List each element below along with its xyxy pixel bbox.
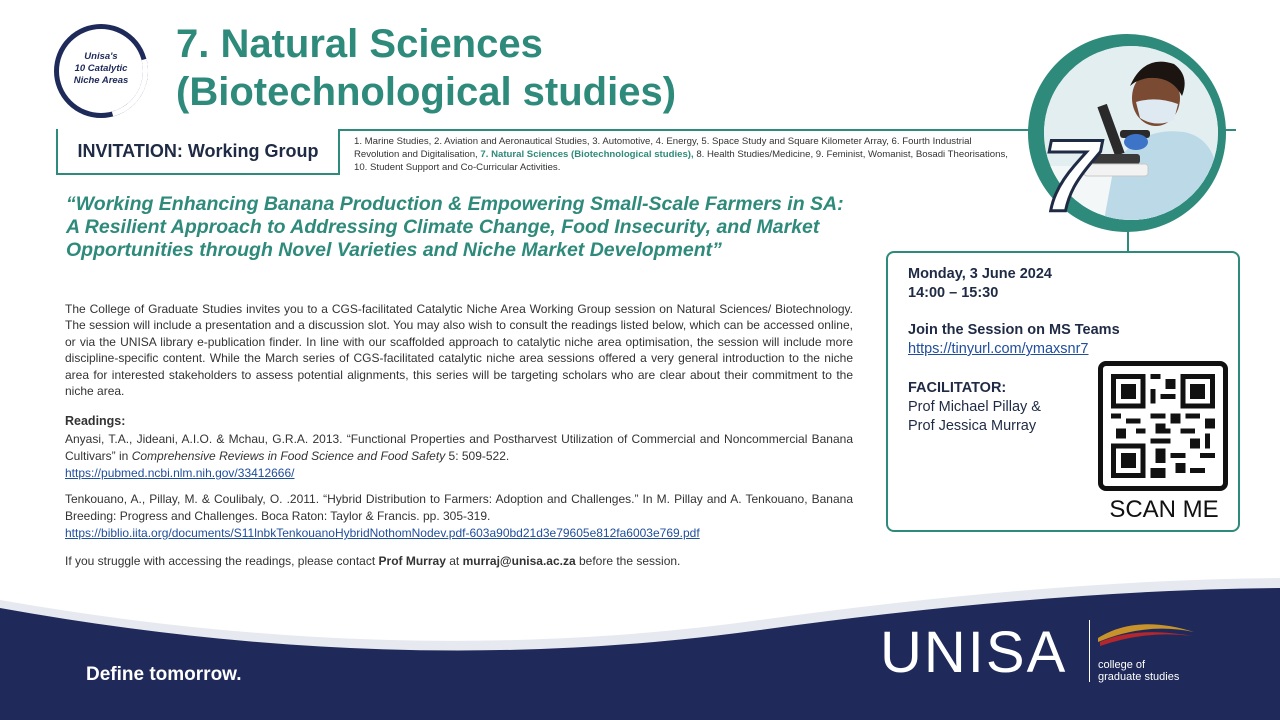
reading-1 — [65, 431, 853, 482]
session-topic: “Working Enhancing Banana Production & Empowering Small-Scale Farmers in SA: A Resilient Approach to Addressing Climate Change, Food Insecurity, and Market Opportunities through Novel Varieties and Niche Market Development” — [66, 193, 844, 261]
footer-tagline: Define tomorrow. — [86, 664, 242, 685]
title-line-1: 7. Natural Sciences — [176, 22, 543, 66]
connector-line — [1127, 228, 1129, 252]
reading-1-tail: 5: 509-522. — [445, 449, 510, 463]
reading-1-journal: Comprehensive Reviews in Food Science and Food Safety — [131, 449, 446, 463]
niche-number: 7 — [1042, 119, 1099, 233]
reading-2-link[interactable]: https://biblio.iita.org/documents/S11lnbkTenkouanoHybridNothomNodev.pdf-603a90bd21d3e79605e812fa6003e769.pdf — [65, 526, 700, 540]
footer-wave — [0, 560, 1280, 720]
qr-code-pattern — [1111, 374, 1215, 478]
facilitator-1: Prof Michael Pillay & — [908, 399, 1041, 415]
contact-mid: at — [445, 554, 463, 568]
unisa-swoosh-icon — [1096, 618, 1196, 648]
logo-text — [59, 51, 143, 87]
niche-areas-logo — [54, 24, 148, 118]
join-label: Join the Session on MS Teams — [908, 322, 1120, 338]
contact-name: Prof Murray — [378, 554, 446, 568]
contact-email[interactable]: murraj@unisa.ac.za — [462, 554, 576, 568]
contact-post: before the session. — [575, 554, 681, 568]
reading-2 — [65, 491, 853, 542]
college-line-2: graduate studies — [1098, 671, 1180, 683]
reading-2-text: Tenkouano, A., Pillay, M. & Coulibaly, O. .2011. “Hybrid Distribution to Farmers: Adoption and Challenges.” In M. Pillay and A. Tenkouano, Banana Breeding: Progress and Challenges. Boca Raton: Taylor & Francis. pp. 305-319. — [65, 492, 853, 523]
event-details-box — [886, 251, 1240, 532]
unisa-wordmark: UNISA — [880, 620, 1068, 685]
contact-pre: If you struggle with accessing the readings, please contact — [65, 554, 379, 568]
invitation-body: The College of Graduate Studies invites you to a CGS-facilitated Catalytic Niche Area Working Group session on Natural Sciences/ Biotechnology. The session will include a presentation and a discussion slot. You may also wish to consult the readings listed below, which can be accessed online, or via the UNISA library e-publication finder. In line with our scaffolded approach to catalytic niche area optimisation, the session will include more discipline-specific content. While the March series of CGS-facilitated catalytic niche area sessions offered a very general introduction to the niche area for interested stakeholders to assess potential alignments, this series will be targeting scholars who are clear about their commitment to the niche area. — [65, 302, 853, 399]
logo-line-2: 10 Catalytic — [74, 63, 128, 74]
scan-me-label: SCAN ME — [1109, 496, 1219, 523]
title-line-2: (Biotechnological studies) — [176, 70, 677, 114]
qr-code[interactable] — [1098, 361, 1228, 491]
brand-divider — [1089, 620, 1090, 682]
logo-line-3: Niche Areas — [73, 75, 129, 86]
page-title — [176, 20, 876, 116]
college-line-1: college of — [1098, 659, 1146, 671]
reading-1-text: Anyasi, T.A., Jideani, A.I.O. & Mchau, G.R.A. 2013. “Functional Properties and Postharvest Utilization of Commercial and Noncommercial Banana Cultivars” in — [65, 432, 853, 463]
niche-list-before: 1. Marine Studies, 2. Aviation and Aeronautical Studies, 3. Automotive, 4. Energy, 5. Space Study and Square Kilometer Array, 6. Fourth Industrial Revolution and Digitalisation, — [354, 136, 972, 160]
facilitator-label: FACILITATOR: — [908, 380, 1007, 396]
event-time: 14:00 – 15:30 — [908, 285, 999, 301]
niche-list-highlight: 7. Natural Sciences (Biotechnological studies), — [480, 149, 694, 160]
logo-line-1: Unisa's — [84, 51, 118, 62]
readings-heading: Readings: — [65, 414, 126, 428]
reading-1-link[interactable]: https://pubmed.ncbi.nlm.nih.gov/33412666/ — [65, 466, 295, 480]
niche-list-after: 8. Health Studies/Medicine, 9. Feminist, Womanist, Bosadi Theorisations, 10. Student Support and Co-Curricular Activities. — [354, 149, 1008, 173]
event-date: Monday, 3 June 2024 — [908, 266, 1052, 282]
invitation-label: INVITATION: Working Group — [56, 129, 340, 175]
college-name — [1098, 659, 1179, 683]
facilitator-2: Prof Jessica Murray — [908, 418, 1037, 434]
join-link[interactable]: https://tinyurl.com/ymaxsnr7 — [908, 341, 1089, 357]
niche-area-list — [354, 135, 1014, 174]
